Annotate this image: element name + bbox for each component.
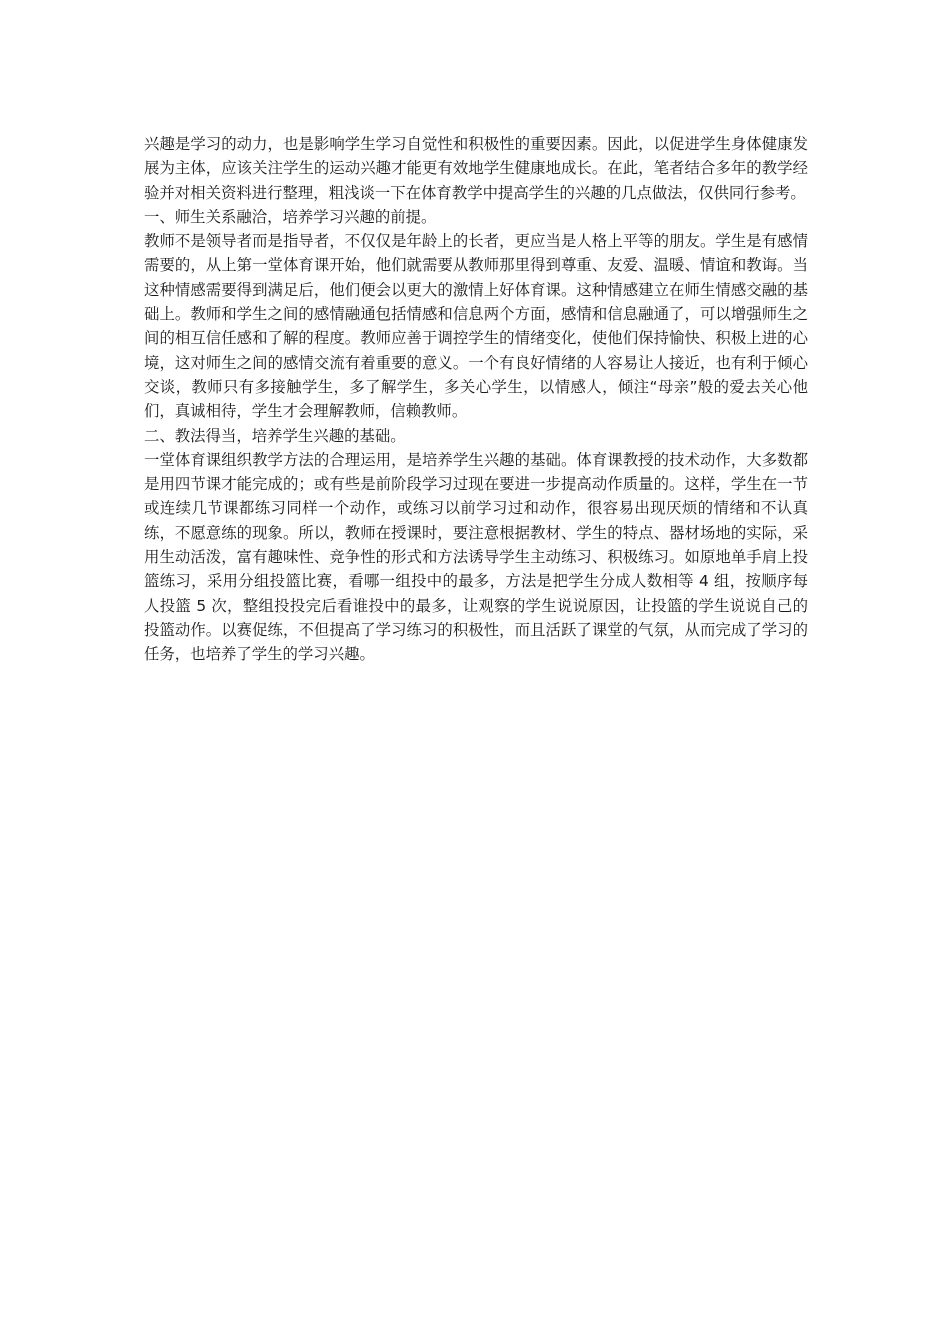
section-heading-1: 一、师生关系融洽，培养学习兴趣的前提。: [144, 207, 437, 226]
section-heading-2: 二、教法得当，培养学生兴趣的基础。: [144, 426, 406, 445]
document-body: [144, 132, 808, 667]
section-1-paragraph: 教师不是领导者而是指导者，不仅仅是年龄上的长者，更应当是人格上平等的朋友。学生是有感情需要的，从上第一堂体育课开始，他们就需要从教师那里得到尊重、友爱、温暖、情谊和教诲。当这种情感需要得到满足后，他们便会以更大的激情上好体育课。这种情感建立在师生情感交融的基础上。教师和学生之间的感情融通包括情感和信息两个方面，感情和信息融通了，可以增强师生之间的相互信任感和了解的程度。教师应善于调控学生的情绪变化，使他们保持愉快、积极上进的心境，这对师生之间的感情交流有着重要的意义。一个有良好情绪的人容易让人接近，也有利于倾心交谈，教师只有多接触学生，多了解学生，多关心学生，以情感人，倾注“母亲”般的爱去关心他们，真诚相待，学生才会理解教师，信赖教师。: [144, 232, 808, 421]
section-2-paragraph: 一堂体育课组织教学方法的合理运用，是培养学生兴趣的基础。体育课教授的技术动作，大多数都是用四节课才能完成的；或有些是前阶段学习过现在要进一步提高动作质量的。这样，学生在一节或连续几节课都练习同样一个动作，或练习以前学习过和动作，很容易出现厌烦的情绪和不认真练，不愿意练的现象。所以，教师在授课时，要注意根据教材、学生的特点、器材场地的实际，采用生动活泼，富有趣味性、竞争性的形式和方法诱导学生主动练习、积极练习。如原地单手肩上投篮练习，采用分组投篮比赛，看哪一组投中的最多，方法是把学生分成人数相等 4 组，按顺序每人投篮 5 次，整组投投完后看谁投中的最多，让观察的学生说说原因，让投篮的学生说说自己的投篮动作。以赛促练，不但提高了学习练习的积极性，而且活跃了课堂的气氛，从而完成了学习的任务，也培养了学生的学习兴趣。: [144, 450, 808, 664]
intro-paragraph: 兴趣是学习的动力，也是影响学生学习自觉性和积极性的重要因素。因此，以促进学生身体健康发展为主体，应该关注学生的运动兴趣才能更有效地学生健康地成长。在此，笔者结合多年的教学经验并对相关资料进行整理，粗浅谈一下在体育教学中提高学生的兴趣的几点做法，仅供同行参考。: [144, 135, 808, 202]
